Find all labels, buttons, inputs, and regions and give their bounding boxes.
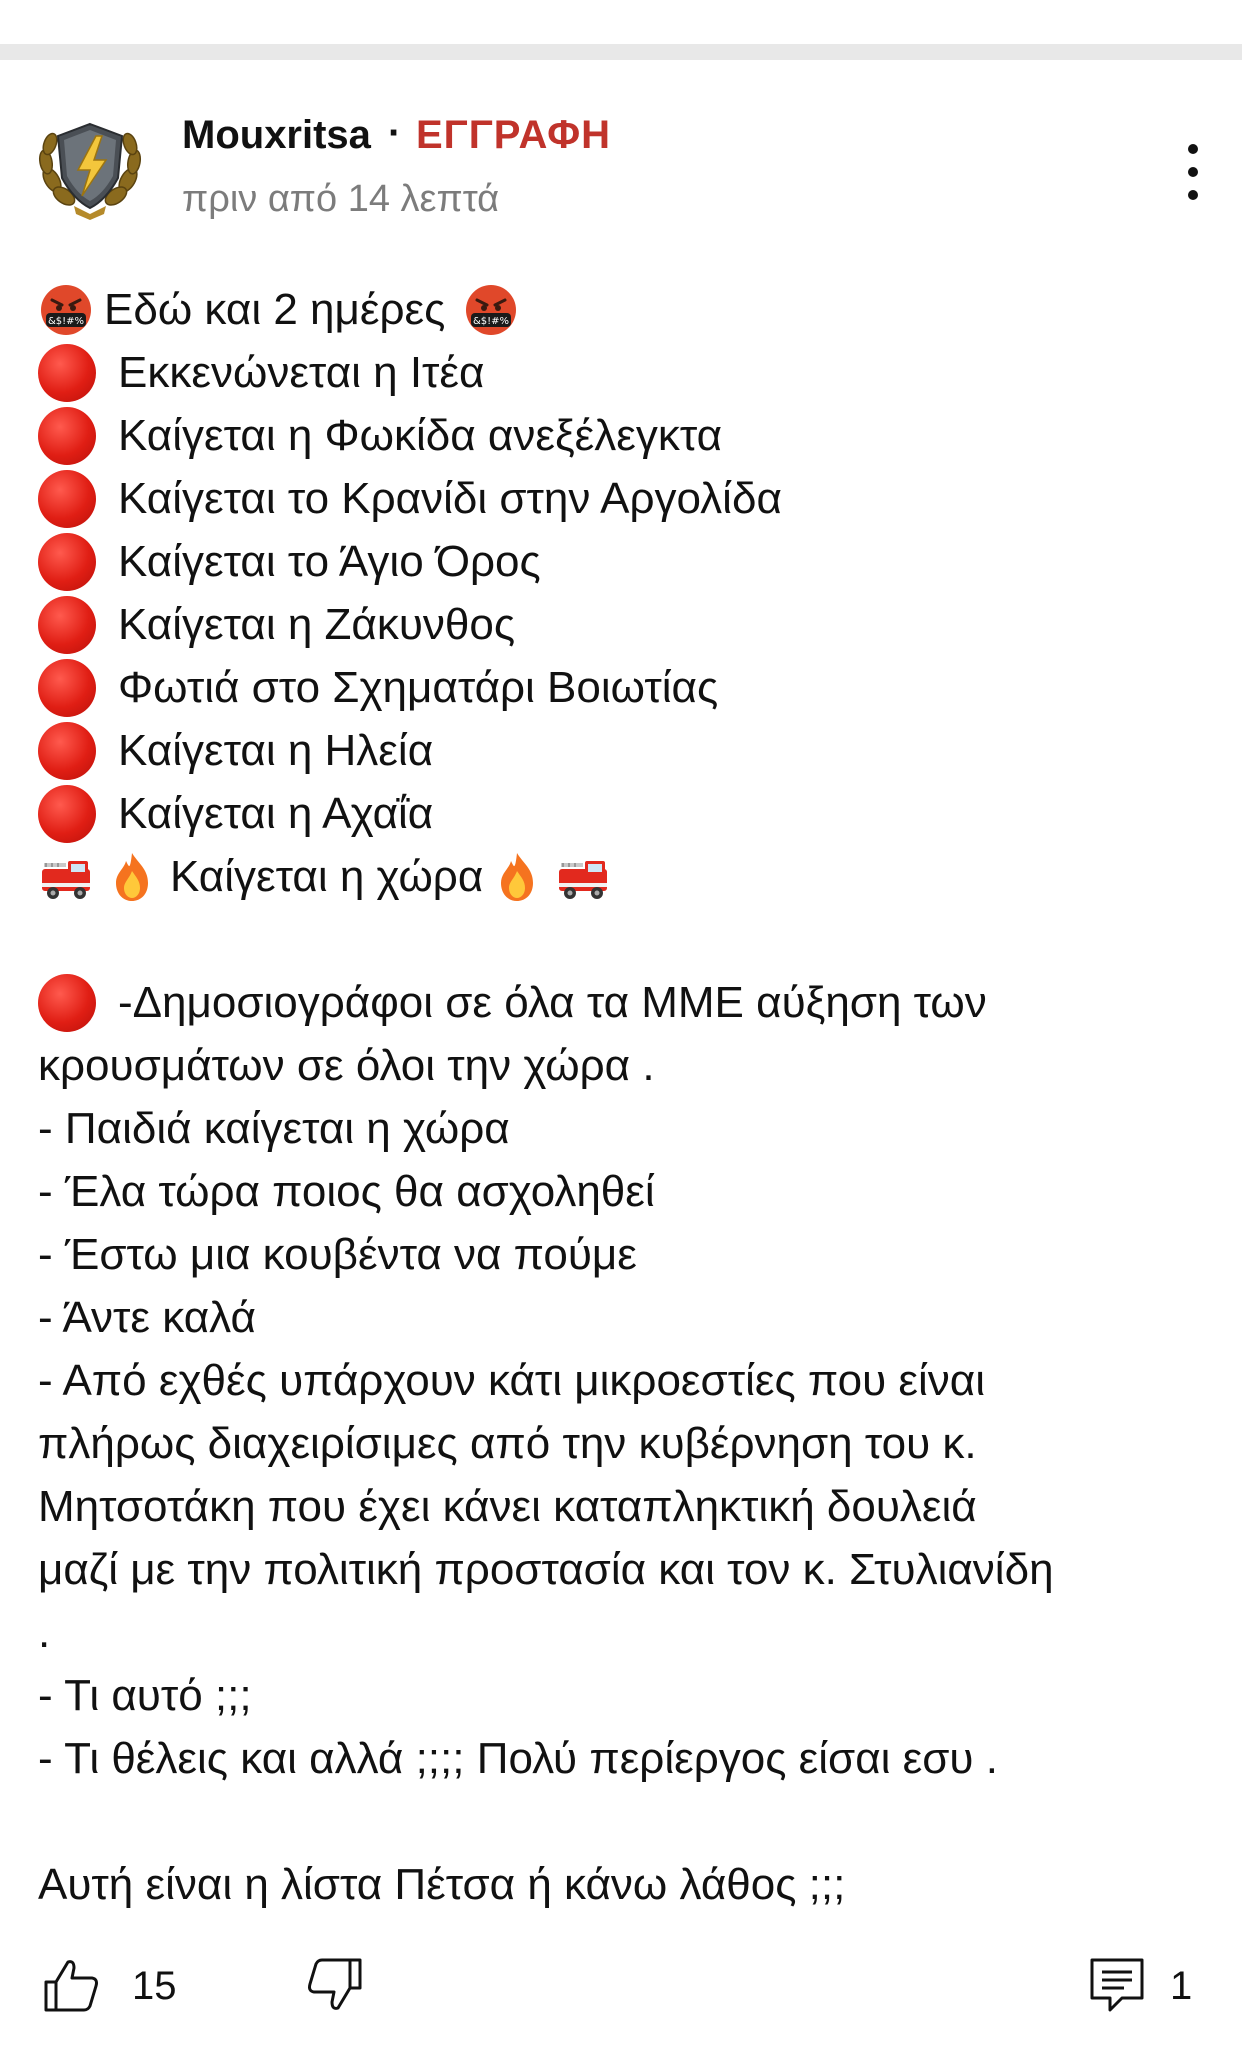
comment-line <box>38 1664 1208 1727</box>
comment-line-text: . <box>38 1608 51 1657</box>
comment-line <box>38 1538 1208 1601</box>
more-vertical-icon-dot <box>1188 190 1198 200</box>
comment-line-text: - Έστω μια κουβέντα να πούμε <box>38 1230 637 1279</box>
svg-text:&$!#%: &$!#% <box>473 315 510 327</box>
red-circle-icon <box>38 785 96 843</box>
comment-line-text: Καίγεται η Φωκίδα ανεξέλεγκτα <box>118 411 723 460</box>
red-circle-icon <box>38 407 96 465</box>
comment-line <box>38 341 1208 404</box>
thumbs-up-icon <box>40 1954 102 2016</box>
comment-line <box>38 1160 1208 1223</box>
reply-button[interactable] <box>1086 1954 1148 2016</box>
comment-line <box>38 1853 1208 1916</box>
comment-line <box>38 1223 1208 1286</box>
comment-line <box>38 467 1208 530</box>
fire-engine-icon <box>555 849 611 905</box>
face-with-symbols-on-mouth-icon <box>38 282 94 338</box>
comment-line <box>38 1034 1208 1097</box>
comment-line-text: -Δημοσιογράφοι σε όλα τα ΜΜΕ αύξηση των <box>118 978 987 1027</box>
comment-line-text: μαζί με την πολιτική προστασία και τον κ. Στυλιανίδη <box>38 1545 1054 1594</box>
comment-line <box>38 656 1208 719</box>
svg-text:&$!#%: &$!#% <box>47 315 85 327</box>
red-circle-icon <box>38 722 96 780</box>
comment-line-text: πλήρως διαχειρίσιμες από την κυβέρνηση του κ. <box>38 1419 977 1468</box>
fire-icon <box>104 849 160 905</box>
comment-line-text: Φωτιά στο Σχηματάρι Βοιωτίας <box>118 663 719 712</box>
comment-line <box>38 278 1208 341</box>
like-button[interactable] <box>40 1954 102 2016</box>
like-count: 15 <box>132 1964 177 2008</box>
comment-line <box>38 1097 1208 1160</box>
more-vertical-icon-dot <box>1188 167 1198 177</box>
dislike-button[interactable] <box>304 1954 366 2016</box>
red-circle-icon <box>38 974 96 1032</box>
comment-line <box>38 1475 1208 1538</box>
comment-line <box>38 530 1208 593</box>
blank-line <box>38 908 1208 971</box>
thumbs-down-icon <box>304 1954 366 2016</box>
comment-line <box>38 593 1208 656</box>
reply-comment-icon <box>1086 1954 1148 2016</box>
more-vertical-icon <box>1188 144 1198 154</box>
comment-line <box>38 1727 1208 1790</box>
comment-line-text: - Παιδιά καίγεται η χώρα <box>38 1104 510 1153</box>
comment-line-text: - Από εχθές υπάρχουν κάτι μικροεστίες που είναι <box>38 1356 985 1405</box>
comment-line <box>38 1412 1208 1475</box>
comment-line-text: Εδώ και 2 ημέρες <box>104 285 446 334</box>
comment-line <box>38 845 1208 908</box>
top-divider-bar <box>0 44 1242 60</box>
fire-icon <box>489 849 545 905</box>
red-circle-icon <box>38 470 96 528</box>
comment-line-text: Καίγεται η Ζάκυνθος <box>118 600 516 649</box>
laurel-emblem-icon <box>34 110 146 222</box>
comment-line <box>38 1349 1208 1412</box>
comment-line-text: - Άντε καλά <box>38 1293 256 1342</box>
comment-line-text: Καίγεται το Κρανίδι στην Αργολίδα <box>118 474 782 523</box>
comment-line <box>38 1286 1208 1349</box>
comment-line <box>38 782 1208 845</box>
comment-line-text: - Τι θέλεις και αλλά ;;;; Πολύ περίεργος είσαι εσυ . <box>38 1734 998 1783</box>
red-circle-icon <box>38 596 96 654</box>
author-avatar[interactable] <box>34 110 146 222</box>
comment-line-text: Εκκενώνεται η Ιτέα <box>118 348 485 397</box>
red-circle-icon <box>38 344 96 402</box>
comment-line-text: Καίγεται η Ηλεία <box>118 726 434 775</box>
comment-timestamp: πριν από 14 λεπτά <box>182 178 500 220</box>
red-circle-icon <box>38 533 96 591</box>
subscribe-button[interactable]: ΕΓΓΡΑΦΗ <box>416 113 612 157</box>
comment-line-text: Καίγεται η χώρα <box>170 852 484 901</box>
comment-line <box>38 1601 1208 1664</box>
more-options-button[interactable] <box>1176 144 1210 200</box>
comment-body <box>38 278 1208 1916</box>
comment-line <box>38 404 1208 467</box>
author-name[interactable]: Mouxritsa <box>182 113 371 157</box>
comment-line-text: Αυτή είναι η λίστα Πέτσα ή κάνω λάθος ;;; <box>38 1860 846 1909</box>
comment-line <box>38 971 1208 1034</box>
comment-action-bar <box>0 1950 1242 2020</box>
comment-line <box>38 719 1208 782</box>
comment-line-text: - Έλα τώρα ποιος θα ασχοληθεί <box>38 1167 655 1216</box>
fire-engine-icon <box>38 849 94 905</box>
red-circle-icon <box>38 659 96 717</box>
comment-line-text: Καίγεται η Αχαΐα <box>118 789 434 838</box>
comment-line-text: - Τι αυτό ;;; <box>38 1671 252 1720</box>
face-with-symbols-on-mouth-icon <box>463 282 519 338</box>
comment-line-text: κρουσμάτων σε όλοι την χώρα . <box>38 1041 655 1090</box>
blank-line <box>38 1790 1208 1853</box>
separator-dot: · <box>388 111 402 155</box>
comment-line-text: Μητσοτάκη που έχει κάνει καταπληκτική δουλειά <box>38 1482 977 1531</box>
reply-count: 1 <box>1170 1964 1193 2008</box>
comment-line-text: Καίγεται το Άγιο Όρος <box>118 537 541 586</box>
